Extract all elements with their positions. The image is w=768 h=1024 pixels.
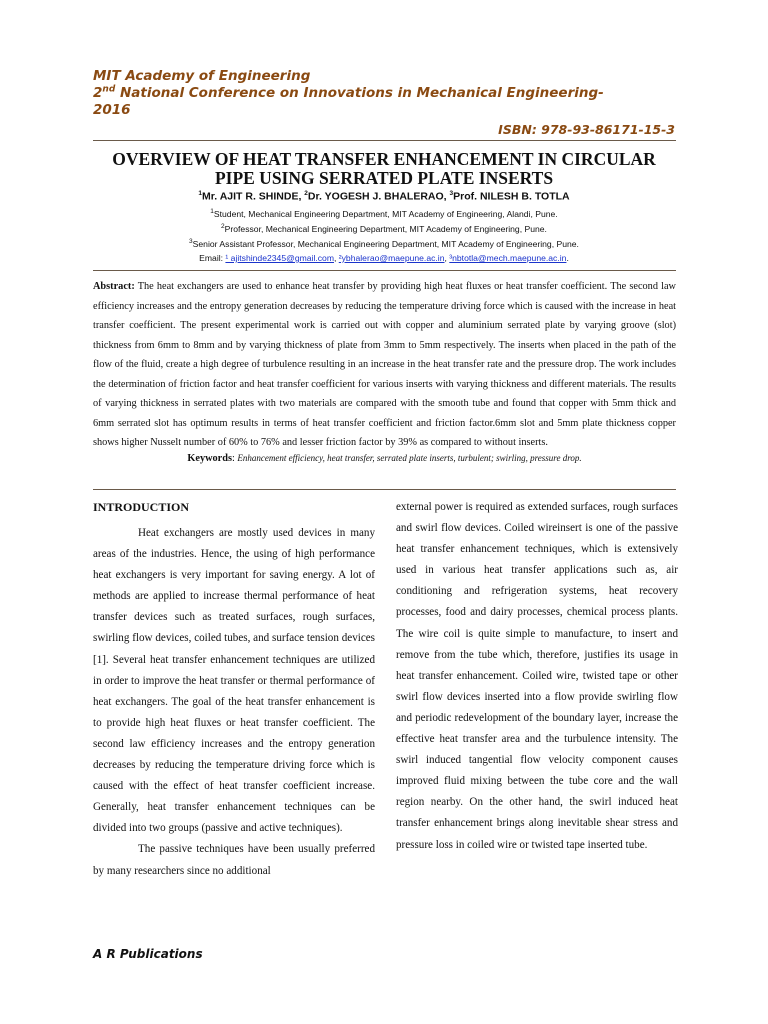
abstract-label: Abstract: [93, 281, 135, 292]
conference-ordinal-suffix: nd [102, 84, 116, 95]
section-heading-introduction: INTRODUCTION [93, 500, 190, 514]
abstract-text: The heat exchangers are used to enhance heat transfer by providing high heat fluxes or heat transfer coefficient. The second law efficiency increases and the entropy generation decreases by reducing the temperature driving force which is caused with the increase in heat transfer coefficient. The present experimental work is carried out with copper and aluminium serrated plate by varying groove (slot) thickness from 6mm to 8mm and by varying thickness of plate from 3mm to 5mm respectively. The inserts when placed in the path of the flow of the fluid, create a high degree of turbulence resulting in an increase in the heat transfer rate and the pressure drop. The work includes the determination of friction factor and heat transfer coefficient for various inserts with varying thickness and different materials. The results of varying thickness in serrated plates with two materials are compared with the smooth tube and found that copper with 5mm thick and 6mm serrated slot has optimum results in terms of heat transfer coefficient and friction factor.6mm slot and 5mm plate thickness copper shows higher Nusselt number of 60% to 76% and lesser friction factor by 39% as compared to without inserts. [93, 281, 676, 448]
author-sup: 2 [304, 190, 308, 197]
author-name: Dr. YOGESH J. BHALERAO, [307, 190, 450, 203]
affiliation-1 [60, 208, 708, 219]
abstract-block [93, 277, 676, 464]
affiliation-sup: 2 [221, 223, 225, 230]
title-line-1: OVERVIEW OF HEAT TRANSFER ENHANCEMENT IN CIRCULAR [112, 149, 656, 169]
affiliation-sup: 1 [210, 208, 214, 215]
intro-paragraph-1: Heat exchangers are mostly used devices in many areas of the industries. Hence, the using of high performance heat exchangers is very important for saving energy. A lot of methods are applied to increase thermal performance of heat transfer devices such as treated surfaces, rough surfaces, swirling flow devices, coiled tubes, and surface tension devices [1]. Several heat transfer enhancement techniques are utilized in order to improve the heat transfer or thermal performance of heat exchangers. The goal of the heat transfer enhancement is to provide high heat fluxes or heat transfer coefficient. The second law efficiency increases and the entropy generation decreases by reducing the temperature driving force which is caused with the effect of heat transfer coefficient increase. Generally, heat transfer enhancement techniques can be divided into two groups (passive and active techniques). [93, 527, 375, 835]
affiliation-sup: 3 [189, 238, 193, 245]
author-sup: 1 [198, 190, 202, 197]
keywords [93, 453, 676, 464]
email-end: . [566, 253, 569, 263]
title-line-2: PIPE USING SERRATED PLATE INSERTS [214, 168, 554, 188]
abstract-top-rule [93, 270, 676, 271]
author-name: Mr. AJIT R. SHINDE, [202, 190, 305, 203]
keywords-text: Enhancement efficiency, heat transfer, serrated plate inserts, turbulent; swirling, pressure drop. [237, 452, 582, 463]
affiliation-text: Professor, Mechanical Engineering Department, MIT Academy of Engineering, Pune. [224, 223, 547, 234]
affiliation-text: Student, Mechanical Engineering Department, MIT Academy of Engineering, Alandi, Pune. [213, 208, 558, 219]
email-link-3[interactable]: ³nbtotla@mech.maepune.ac.in [449, 253, 567, 263]
intro-paragraph-3: external power is required as extended surfaces, rough surfaces and swirl flow devices. Coiled wireinsert is one of the passive heat transfer enhancement techniques, which is extensively used in various heat transfer applications such as, air conditioning and refrigeration systems, heat recovery processes, food and dairy processes, chemical process plants. The wire coil is quite simple to manufacture, to insert and remove from the tube which, therefore, justifies its usage in heat transfer enhancement. Coiled wire, twisted tape or other swirl flow devices inserted into a flow provide swirling flow and periodic redevelopment of the boundary layer, increase the effective heat transfer area and the turbulence intensity. The swirl induced tangential flow velocity component causes improved fluid mixing between the tube core and the wall region nearby. On the other hand, the swirl induced heat transfer enhancement brings along inevitable shear stress and pressure loss in coiled wire or twisted tape inserted tube. [396, 501, 678, 851]
abstract-bottom-rule [93, 489, 676, 490]
affiliation-text: Senior Assistant Professor, Mechanical Engineering Department, MIT Academy of Engineering, Pune. [192, 238, 579, 249]
conference-ordinal: 2 [93, 85, 103, 101]
conference-title: National Conference on Innovations in Mechanical Engineering- [115, 85, 604, 101]
conference-name [93, 85, 693, 102]
running-header [93, 68, 693, 119]
right-column [396, 497, 678, 856]
email-line [60, 253, 708, 263]
email-link-1[interactable]: ¹ ajitshinde2345@gmail.com [225, 253, 334, 263]
affiliation-3 [60, 238, 708, 249]
email-label: Email: [199, 253, 226, 263]
institution-name: MIT Academy of Engineering [93, 68, 311, 84]
author-list [80, 190, 688, 203]
conference-year: 2016 [93, 102, 131, 118]
header-rule [93, 140, 676, 141]
publisher-footer: A R Publications [93, 947, 203, 961]
author-name: Prof. NILESH B. TOTLA [453, 190, 570, 203]
keywords-colon: : [231, 452, 238, 464]
abstract [93, 277, 676, 453]
paper-title [80, 150, 688, 188]
isbn: ISBN: 978-93-86171-15-3 [498, 122, 675, 137]
keywords-label: Keywords [187, 452, 232, 464]
intro-paragraph-2: The passive techniques have been usually preferred by many researchers since no additional [93, 843, 375, 877]
email-separator: , [444, 253, 450, 263]
email-link-2[interactable]: ²ybhalerao@maepune.ac.in [338, 253, 445, 263]
affiliation-2 [60, 223, 708, 234]
email-separator: , [333, 253, 339, 263]
author-sup: 3 [449, 190, 454, 197]
left-column [93, 497, 375, 882]
